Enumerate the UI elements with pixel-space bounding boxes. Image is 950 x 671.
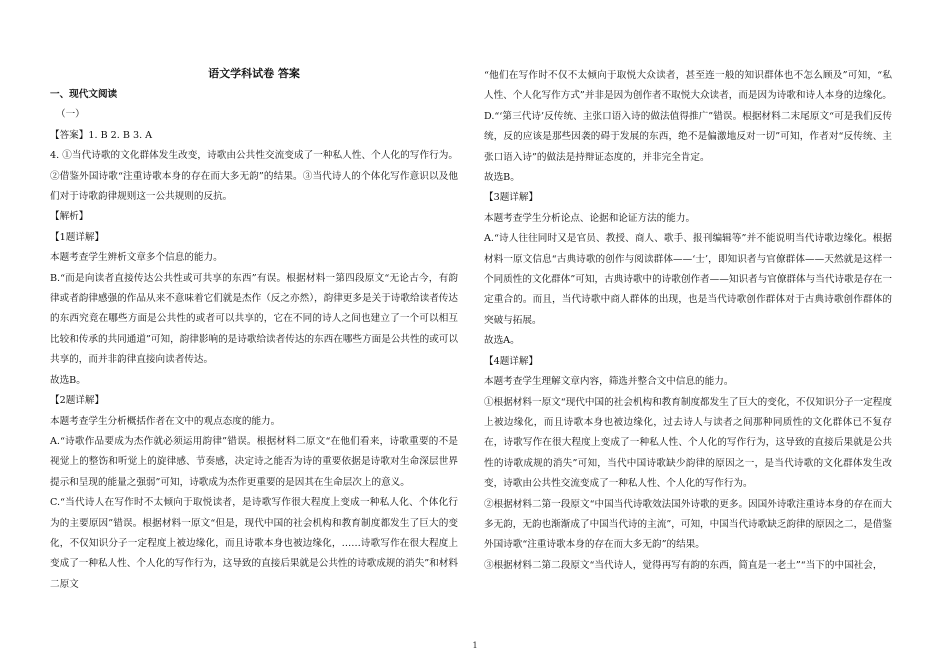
q3-option-a: A.“诗人往往同时又是官员、教授、商人、歌手、报刊编辑等”并不能说明当代诗歌边缘化。根据材料一原文信息“古典诗歌的创作与阅读群体——‘士’，即知识者与官僚群体——天然就是这样一个同质性的文化群体”可知，古典诗歌中的诗歌创作者——知识者与官僚群体与当代诗歌是存在一定重合的。而且，当代诗歌中商人群体的出现，也是当代诗歌创作群体对于古典诗歌创作群体的突破与拓展。 (484, 233, 892, 326)
q1-heading: 【1题详解】 (50, 231, 105, 243)
q2-intro: 本题考查学生分析概括作者在文中的观点态度的能力。 (50, 415, 281, 427)
q1-intro: 本题考查学生辨析文章多个信息的能力。 (50, 252, 223, 264)
q1-conclusion: 故选B。 (50, 374, 86, 386)
left-column (50, 66, 458, 595)
page-title: 语文学科试卷 答案 (208, 67, 300, 80)
page-number: 1 (472, 641, 478, 650)
q4-intro: 本题考查学生理解文章内容，筛选并整合文中信息的能力。 (484, 376, 734, 388)
right-column (484, 66, 892, 576)
q2-option-d: D.“‘第三代诗’反传统、主张口语入诗的做法值得推广”错误。根据材料二末尾原文“可是我们反传统，反的应该是那些因袭的碍于发展的东西，绝不是偏激地反对一切”可知，作者对“反传统、主张口语入诗”的做法是持辩证态度的，并非完全肯定。 (484, 110, 892, 163)
answer-line: 【答案】1. B 2. B 3. A (50, 129, 153, 141)
q4-point-3: ③根据材料二第二段原文“当代诗人，觉得再写有韵的东西，简直是一老土”“当下的中国社会， (484, 559, 883, 571)
subsection-heading: （一） (56, 109, 85, 121)
answer-4-paragraph: 4. ①当代诗歌的文化群体发生改变，诗歌由公共性交流变成了一种私人性、个人化的写作行为。②借鉴外国诗歌“注重诗歌本身的存在而大多无韵”的结果。③当代诗人的个体化写作意识以及他们对于诗歌韵律规则这一公共规则的反抗。 (50, 150, 458, 203)
q2-option-c-cont: “他们在写作时不仅不太倾向于取悦大众读者，甚至连一般的知识群体也不怎么顾及”可知，“私人性、个人化写作方式”并非是因为创作者不取悦大众读者，而是因为诗歌和诗人本身的边缘化。 (484, 70, 892, 102)
q1-option-b: B.“而是向读者直接传达公共性或可共享的东西”有误。根据材料一第四段原文“无论古今，有韵律或者韵律感强的作品从来不意味着它们就是杰作（反之亦然），韵律更多是关于诗歌给读者传达的东西究竟在哪些方面是公共性的或者可以共享的，它在不同的诗人之间也建立了一个可以相互比较和传承的共同通道”可知，韵律影响的是诗歌给读者传达的东西在哪些方面是公共性的或可以共享的，而并非韵律直接向读者传达。 (50, 272, 458, 366)
q3-intro: 本题考查学生分析论点、论据和论证方法的能力。 (484, 212, 696, 224)
q2-option-a: A.“诗歌作品要成为杰作就必须运用韵律”错误。根据材料二原文“在他们看来，诗歌重要的不是视觉上的整饬和听觉上的旋律感、节奏感，决定诗之能否为诗的重要依据是诗歌对生命深层世界提示和呈现的能量之强弱”可知，诗歌成为杰作更重要的是因其在生命层次上的意义。 (50, 435, 458, 488)
q4-point-1: ①根据材料一原文“现代中国的社会机构和教育制度都发生了巨大的变化，不仅知识分子一定程度上被边缘化，而且诗歌本身也被边缘化，过去诗人与读者之间那种同质性的文化群体已不复存在，诗歌写作在很大程度上变成了一种私人性、个人化的写作行为，这导致的直接后果就是公共性的诗歌成规的消失”可知，当代中国诗歌缺少韵律的原因之一，是当代诗歌的文化群体发生改变，诗歌由公共性交流变成了一种私人性、个人化的写作行为。 (484, 396, 892, 490)
q2-option-c: C.“当代诗人在写作时不太倾向于取悦读者，是诗歌写作很大程度上变成一种私人化、个体化行为的主要原因”错误。根据材料一原文“但是，现代中国的社会机构和教育制度都发生了巨大的变化，不仅知识分子一定程度上被边缘化，而且诗歌本身也被边缘化，……诗歌写作在很大程度上变成了一种私人性、个人化的写作行为，这导致的直接后果就是公共性的诗歌成规的消失”和材料二原文 (50, 497, 458, 590)
q4-heading: 【4题详解】 (484, 355, 539, 367)
q3-conclusion: 故选A。 (484, 335, 520, 347)
q2-heading: 【2题详解】 (50, 395, 105, 407)
q3-heading: 【3题详解】 (484, 192, 539, 204)
q2-conclusion: 故选B。 (484, 172, 520, 184)
section-heading: 一、现代文阅读 (50, 89, 118, 100)
q4-point-2: ②根据材料二第一段原文“中国当代诗歌效法国外诗歌的更多。因国外诗歌注重诗本身的存在而大多无韵，无韵也渐渐成了中国当代诗的主流”，可知，中国当代诗歌缺乏韵律的原因之二，是借鉴外国诗歌“注重诗歌本身的存在而大多无韵”的结果。 (484, 498, 892, 551)
analysis-heading: 【解析】 (50, 211, 89, 223)
